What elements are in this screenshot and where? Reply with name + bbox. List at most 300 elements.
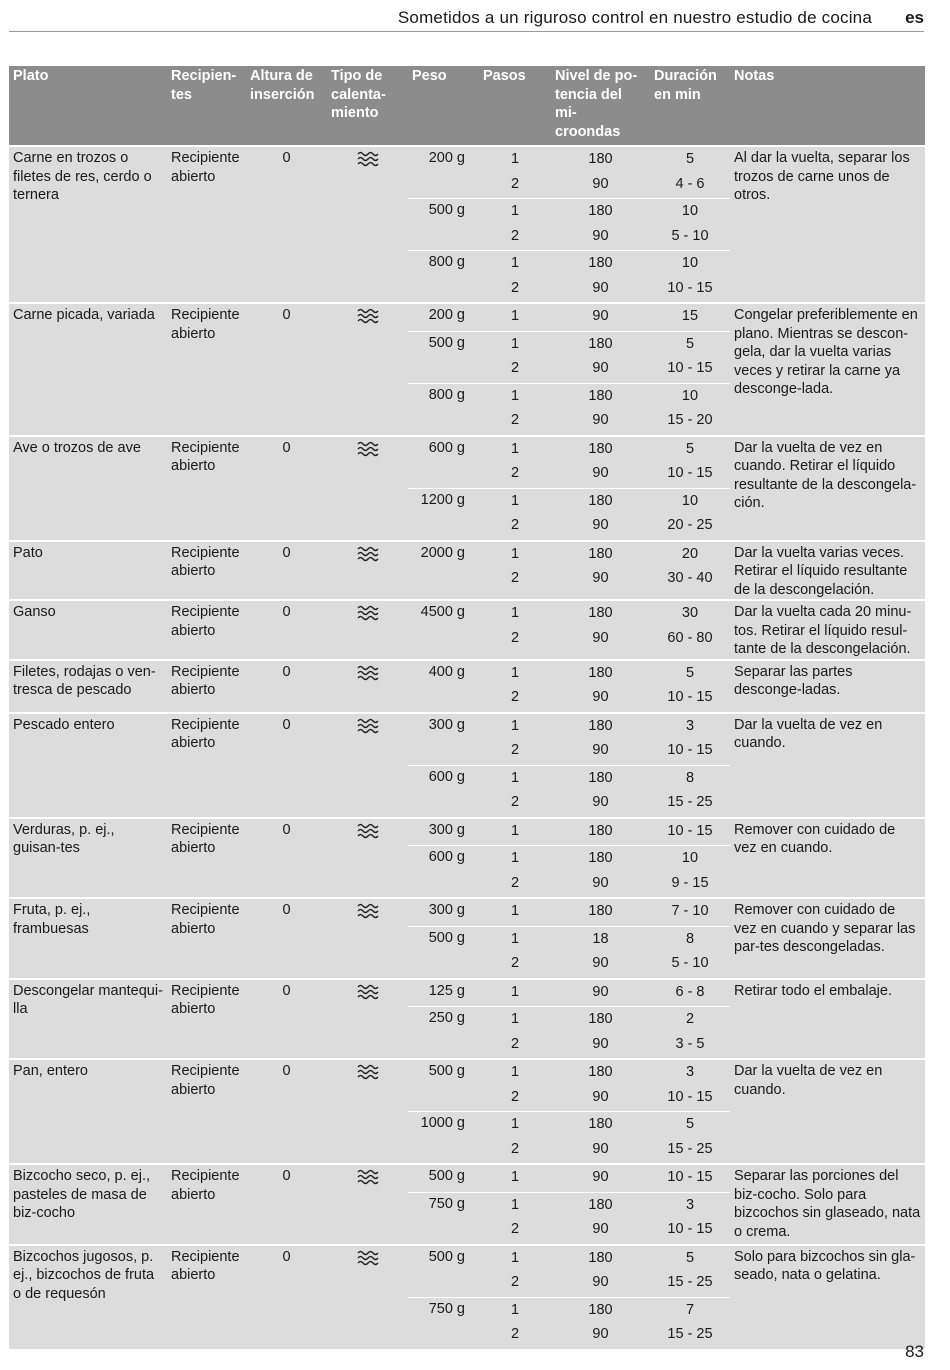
- steps-cell-value: 1: [510, 440, 520, 457]
- weight-cell: 750 g: [408, 1192, 479, 1245]
- insertion-level-cell: 0: [246, 660, 327, 713]
- insertion-level-cell: 0: [246, 146, 327, 303]
- weight-cell: 500 g: [408, 1164, 479, 1192]
- steps-cell: [479, 488, 551, 541]
- steps-cell: [479, 1164, 551, 1192]
- table-row: [9, 436, 925, 489]
- power-level-cell-value: 180: [588, 387, 613, 404]
- defrost-waves-icon: [357, 1169, 379, 1185]
- power-level-cell-value: 90: [592, 175, 609, 192]
- duration-cell: [650, 331, 730, 383]
- power-level-cell: [551, 383, 650, 436]
- duration-cell: [650, 926, 730, 979]
- power-level-cell-value: 180: [588, 769, 613, 786]
- weight-cell: 500 g: [408, 331, 479, 383]
- weight-cell: 500 g: [408, 1059, 479, 1112]
- insertion-level-cell: 0: [246, 713, 327, 818]
- heating-type-cell: [327, 436, 408, 541]
- power-level-cell: [551, 818, 650, 846]
- duration-cell-value: 10: [681, 387, 699, 404]
- defrost-table: [9, 66, 925, 1349]
- duration-cell-value: 3: [685, 1196, 695, 1213]
- duration-cell-value: 10 - 15: [667, 1221, 713, 1237]
- steps-cell-value: 2: [510, 1326, 520, 1342]
- dish-cell: Fruta, p. ej., frambuesas: [9, 898, 167, 979]
- notes-cell: Solo para bizcochos sin gla-seado, nata o gelatina.: [730, 1245, 925, 1349]
- duration-cell-value: 5: [685, 664, 695, 681]
- steps-cell-value: 1: [510, 387, 520, 404]
- power-level-cell-value: 90: [592, 570, 609, 586]
- container-cell: Recipiente abierto: [167, 713, 246, 818]
- power-level-cell-value: 90: [592, 279, 609, 296]
- dish-cell: Descongelar mantequi-lla: [9, 979, 167, 1060]
- steps-cell: [479, 846, 551, 899]
- notes-cell: Al dar la vuelta, separar los trozos de carne unos de otros.: [730, 146, 925, 303]
- steps-cell: [479, 331, 551, 383]
- weight-cell: 300 g: [408, 818, 479, 846]
- duration-cell-value: 15 - 25: [667, 1274, 713, 1290]
- power-level-cell-value: 90: [592, 412, 609, 428]
- duration-cell: [650, 1245, 730, 1298]
- duration-cell-value: 4 - 6: [675, 175, 705, 192]
- duration-cell-value: 10 - 15: [667, 360, 713, 376]
- duration-cell: [650, 251, 730, 304]
- duration-cell-value: 5: [685, 151, 695, 167]
- duration-cell-value: 60 - 80: [667, 629, 713, 646]
- duration-cell: [650, 1007, 730, 1060]
- notes-cell: Congelar preferiblemente en plano. Mientras se descon-gela, dar la vuelta varias veces y retirar la carne ya desconge-lada.: [730, 303, 925, 436]
- steps-cell-value: 1: [510, 1301, 520, 1318]
- dish-cell: Carne picada, variada: [9, 303, 167, 436]
- heating-type-cell: [327, 898, 408, 979]
- power-level-cell-value: 180: [588, 822, 613, 839]
- weight-cell: 500 g: [408, 1245, 479, 1298]
- steps-cell: [479, 383, 551, 436]
- insertion-level-cell: 0: [246, 898, 327, 979]
- power-level-cell-value: 90: [592, 227, 609, 244]
- duration-cell-value: 5: [685, 1249, 695, 1266]
- power-level-cell-value: 180: [588, 903, 613, 919]
- duration-cell-value: 5: [685, 1116, 695, 1132]
- duration-cell-value: 10: [681, 492, 699, 509]
- power-level-cell: [551, 303, 650, 331]
- duration-cell-value: 15 - 25: [667, 1140, 713, 1157]
- steps-cell: [479, 199, 551, 251]
- steps-cell-value: 1: [510, 903, 520, 919]
- power-level-cell-value: 90: [592, 983, 609, 1000]
- power-level-cell: [551, 1164, 650, 1192]
- power-level-cell-value: 90: [592, 1169, 609, 1185]
- weight-cell: 200 g: [408, 146, 479, 199]
- steps-cell: [479, 1192, 551, 1245]
- duration-cell-value: 15 - 25: [667, 794, 713, 810]
- power-level-cell-value: 90: [592, 517, 609, 533]
- steps-cell: [479, 1297, 551, 1349]
- weight-cell: 500 g: [408, 926, 479, 979]
- notes-cell: Dar la vuelta varias veces. Retirar el líquido resultante de la descongelación.: [730, 541, 925, 601]
- steps-cell-value: 1: [510, 850, 520, 866]
- duration-cell-value: 10 - 15: [667, 689, 713, 705]
- insertion-level-cell: 0: [246, 979, 327, 1060]
- duration-cell: [650, 383, 730, 436]
- weight-cell: 800 g: [408, 251, 479, 304]
- weight-cell: 4500 g: [408, 600, 479, 660]
- duration-cell-value: 10: [681, 255, 699, 271]
- power-level-cell: [551, 1059, 650, 1112]
- table-header: [9, 66, 925, 146]
- insertion-level-cell: 0: [246, 600, 327, 660]
- steps-cell: [479, 541, 551, 601]
- weight-cell: 2000 g: [408, 541, 479, 601]
- power-level-cell: [551, 331, 650, 383]
- power-level-cell-value: 180: [588, 1011, 613, 1027]
- steps-cell-value: 2: [510, 175, 520, 192]
- power-level-cell-value: 180: [588, 1196, 613, 1213]
- duration-cell-value: 5 - 10: [671, 227, 709, 244]
- insertion-level-cell: 0: [246, 1164, 327, 1245]
- duration-cell: [650, 303, 730, 331]
- heating-type-cell: [327, 1245, 408, 1349]
- notes-cell: Retirar todo el embalaje.: [730, 979, 925, 1060]
- steps-cell-value: 1: [510, 1011, 520, 1027]
- power-level-cell-value: 90: [592, 1088, 609, 1105]
- power-level-cell-value: 90: [592, 742, 609, 758]
- duration-cell-value: 9 - 15: [671, 874, 709, 891]
- table-row: [9, 979, 925, 1007]
- power-level-cell-value: 180: [588, 850, 613, 866]
- notes-cell: Dar la vuelta de vez en cuando. Retirar el líquido resultante de la descongela-ción.: [730, 436, 925, 541]
- column-header: Peso: [408, 66, 479, 146]
- dish-cell: Ganso: [9, 600, 167, 660]
- duration-cell: [650, 1059, 730, 1112]
- steps-cell-value: 2: [510, 1274, 520, 1290]
- defrost-table-wrap: [9, 66, 925, 1349]
- table-row: [9, 1164, 925, 1192]
- power-level-cell-value: 90: [592, 1274, 609, 1290]
- dish-cell: Verduras, p. ej., guisan-tes: [9, 818, 167, 899]
- header-title: Sometidos a un riguroso control en nuestro estudio de cocina: [397, 8, 872, 27]
- weight-cell: 600 g: [408, 436, 479, 489]
- duration-cell: [650, 846, 730, 899]
- power-level-cell-value: 90: [592, 794, 609, 810]
- weight-cell: 250 g: [408, 1007, 479, 1060]
- heating-type-cell: [327, 303, 408, 436]
- weight-cell: 125 g: [408, 979, 479, 1007]
- power-level-cell: [551, 979, 650, 1007]
- duration-cell: [650, 979, 730, 1007]
- power-level-cell-value: 90: [592, 1326, 609, 1342]
- duration-cell-value: 2: [685, 1011, 695, 1027]
- defrost-waves-icon: [357, 1064, 379, 1080]
- container-cell: Recipiente abierto: [167, 303, 246, 436]
- language-code: es: [905, 8, 924, 27]
- power-level-cell-value: 90: [592, 308, 609, 324]
- heating-type-cell: [327, 713, 408, 818]
- container-cell: Recipiente abierto: [167, 660, 246, 713]
- power-level-cell: [551, 436, 650, 489]
- power-level-cell-value: 180: [588, 1301, 613, 1318]
- heating-type-cell: [327, 818, 408, 899]
- weight-cell: 500 g: [408, 199, 479, 251]
- insertion-level-cell: 0: [246, 818, 327, 899]
- steps-cell: [479, 979, 551, 1007]
- container-cell: Recipiente abierto: [167, 979, 246, 1060]
- power-level-cell: [551, 1112, 650, 1165]
- dish-cell: Bizcocho seco, p. ej., pasteles de masa de biz-cocho: [9, 1164, 167, 1245]
- power-level-cell-value: 90: [592, 689, 609, 705]
- steps-cell-value: 1: [510, 930, 520, 947]
- steps-cell-value: 2: [510, 279, 520, 296]
- container-cell: Recipiente abierto: [167, 541, 246, 601]
- table-row: [9, 1059, 925, 1112]
- power-level-cell: [551, 1245, 650, 1298]
- defrost-waves-icon: [357, 665, 379, 681]
- dish-cell: Ave o trozos de ave: [9, 436, 167, 541]
- header-row: [9, 66, 925, 146]
- dish-cell: Filetes, rodajas o ven-tresca de pescado: [9, 660, 167, 713]
- container-cell: Recipiente abierto: [167, 1059, 246, 1164]
- steps-cell-value: 1: [510, 308, 520, 324]
- duration-cell: [650, 541, 730, 601]
- heating-type-cell: [327, 146, 408, 303]
- steps-cell: [479, 303, 551, 331]
- steps-cell-value: 2: [510, 874, 520, 891]
- heating-type-cell: [327, 1164, 408, 1245]
- duration-cell-value: 10 - 15: [667, 279, 713, 296]
- duration-cell-value: 8: [685, 930, 695, 947]
- defrost-waves-icon: [357, 605, 379, 621]
- weight-cell: 800 g: [408, 383, 479, 436]
- container-cell: Recipiente abierto: [167, 898, 246, 979]
- insertion-level-cell: 0: [246, 436, 327, 541]
- power-level-cell: [551, 765, 650, 818]
- header-rule: [9, 31, 924, 32]
- duration-cell: [650, 1297, 730, 1349]
- steps-cell-value: 1: [510, 605, 520, 621]
- duration-cell-value: 10 - 15: [667, 1169, 713, 1185]
- steps-cell: [479, 436, 551, 489]
- defrost-waves-icon: [357, 546, 379, 562]
- defrost-waves-icon: [357, 151, 379, 167]
- page-header: [0, 6, 950, 30]
- duration-cell-value: 3: [685, 717, 695, 734]
- steps-cell-value: 1: [510, 335, 520, 352]
- duration-cell: [650, 600, 730, 660]
- weight-cell: 600 g: [408, 765, 479, 818]
- column-header: Plato: [9, 66, 167, 146]
- dish-cell: Carne en trozos o filetes de res, cerdo o ternera: [9, 146, 167, 303]
- power-level-cell-value: 18: [592, 930, 609, 947]
- steps-cell: [479, 1245, 551, 1298]
- power-level-cell-value: 180: [588, 1249, 613, 1266]
- container-cell: Recipiente abierto: [167, 1164, 246, 1245]
- steps-cell-value: 2: [510, 1140, 520, 1157]
- duration-cell-value: 5: [685, 335, 695, 352]
- duration-cell: [650, 488, 730, 541]
- power-level-cell: [551, 199, 650, 251]
- heating-type-cell: [327, 541, 408, 601]
- steps-cell: [479, 926, 551, 979]
- notes-cell: Dar la vuelta de vez en cuando.: [730, 713, 925, 818]
- power-level-cell-value: 90: [592, 955, 609, 971]
- duration-cell-value: 3 - 5: [675, 1035, 705, 1052]
- insertion-level-cell: 0: [246, 1245, 327, 1349]
- dish-cell: Pescado entero: [9, 713, 167, 818]
- power-level-cell: [551, 488, 650, 541]
- weight-cell: 300 g: [408, 898, 479, 926]
- duration-cell-value: 15: [681, 308, 699, 324]
- table-row: [9, 713, 925, 766]
- notes-cell: Remover con cuidado de vez en cuando y separar las par-tes descongeladas.: [730, 898, 925, 979]
- table-row: [9, 146, 925, 199]
- power-level-cell: [551, 1297, 650, 1349]
- power-level-cell-value: 90: [592, 465, 609, 481]
- power-level-cell: [551, 251, 650, 304]
- container-cell: Recipiente abierto: [167, 1245, 246, 1349]
- defrost-waves-icon: [357, 984, 379, 1000]
- duration-cell-value: 5 - 10: [671, 955, 709, 971]
- container-cell: Recipiente abierto: [167, 600, 246, 660]
- container-cell: Recipiente abierto: [167, 146, 246, 303]
- page-number: 83: [905, 1342, 924, 1361]
- power-level-cell: [551, 541, 650, 601]
- table-row: [9, 600, 925, 660]
- steps-cell-value: 1: [510, 1249, 520, 1266]
- steps-cell: [479, 251, 551, 304]
- steps-cell-value: 1: [510, 255, 520, 271]
- column-header: Nivel de po- tencia del mi- croondas: [551, 66, 650, 146]
- duration-cell-value: 6 - 8: [675, 983, 705, 1000]
- steps-cell: [479, 898, 551, 926]
- table-row: [9, 1245, 925, 1298]
- power-level-cell-value: 180: [588, 440, 613, 457]
- dish-cell: Pato: [9, 541, 167, 601]
- steps-cell-value: 2: [510, 794, 520, 810]
- power-level-cell-value: 90: [592, 360, 609, 376]
- steps-cell-value: 2: [510, 227, 520, 244]
- dish-cell: Pan, entero: [9, 1059, 167, 1164]
- insertion-level-cell: 0: [246, 1059, 327, 1164]
- steps-cell-value: 2: [510, 629, 520, 646]
- heating-type-cell: [327, 979, 408, 1060]
- steps-cell-value: 2: [510, 1088, 520, 1105]
- steps-cell-value: 1: [510, 1196, 520, 1213]
- power-level-cell: [551, 846, 650, 899]
- steps-cell-value: 2: [510, 742, 520, 758]
- table-row: [9, 818, 925, 846]
- power-level-cell-value: 90: [592, 629, 609, 646]
- power-level-cell: [551, 926, 650, 979]
- power-level-cell-value: 180: [588, 1116, 613, 1132]
- duration-cell-value: 8: [685, 769, 695, 786]
- power-level-cell: [551, 146, 650, 199]
- duration-cell-value: 10: [681, 850, 699, 866]
- duration-cell-value: 10 - 15: [667, 465, 713, 481]
- container-cell: Recipiente abierto: [167, 818, 246, 899]
- table-row: [9, 303, 925, 331]
- duration-cell-value: 10 - 15: [667, 822, 713, 839]
- weight-cell: 1000 g: [408, 1112, 479, 1165]
- heating-type-cell: [327, 660, 408, 713]
- steps-cell-value: 2: [510, 1035, 520, 1052]
- steps-cell: [479, 1007, 551, 1060]
- duration-cell: [650, 1192, 730, 1245]
- notes-cell: Remover con cuidado de vez en cuando.: [730, 818, 925, 899]
- steps-cell-value: 1: [510, 1169, 520, 1185]
- weight-cell: 200 g: [408, 303, 479, 331]
- duration-cell: [650, 436, 730, 489]
- steps-cell: [479, 818, 551, 846]
- defrost-waves-icon: [357, 718, 379, 734]
- power-level-cell: [551, 1192, 650, 1245]
- weight-cell: 300 g: [408, 713, 479, 766]
- duration-cell: [650, 898, 730, 926]
- notes-cell: Separar las partes desconge-ladas.: [730, 660, 925, 713]
- notes-cell: Dar la vuelta de vez en cuando.: [730, 1059, 925, 1164]
- weight-cell: 750 g: [408, 1297, 479, 1349]
- duration-cell: [650, 660, 730, 713]
- power-level-cell-value: 180: [588, 151, 613, 167]
- defrost-waves-icon: [357, 1250, 379, 1266]
- steps-cell: [479, 146, 551, 199]
- power-level-cell-value: 90: [592, 1221, 609, 1237]
- power-level-cell-value: 90: [592, 1140, 609, 1157]
- duration-cell: [650, 1164, 730, 1192]
- power-level-cell-value: 90: [592, 1035, 609, 1052]
- steps-cell-value: 2: [510, 1221, 520, 1237]
- steps-cell-value: 1: [510, 492, 520, 509]
- power-level-cell-value: 180: [588, 203, 613, 219]
- heating-type-cell: [327, 600, 408, 660]
- steps-cell: [479, 660, 551, 713]
- defrost-waves-icon: [357, 441, 379, 457]
- steps-cell-value: 1: [510, 717, 520, 734]
- duration-cell-value: 10 - 15: [667, 1088, 713, 1105]
- steps-cell-value: 1: [510, 1116, 520, 1132]
- duration-cell-value: 10 - 15: [667, 742, 713, 758]
- duration-cell-value: 20: [681, 545, 699, 562]
- heating-type-cell: [327, 1059, 408, 1164]
- duration-cell: [650, 713, 730, 766]
- power-level-cell: [551, 713, 650, 766]
- steps-cell-value: 1: [510, 769, 520, 786]
- duration-cell-value: 15 - 25: [667, 1326, 713, 1342]
- duration-cell-value: 7: [685, 1301, 695, 1318]
- power-level-cell-value: 180: [588, 335, 613, 352]
- duration-cell: [650, 146, 730, 199]
- power-level-cell-value: 180: [588, 492, 613, 509]
- duration-cell-value: 30: [681, 605, 699, 621]
- container-cell: Recipiente abierto: [167, 436, 246, 541]
- notes-cell: Separar las porciones del biz-cocho. Solo para bizcochos sin glaseado, nata o crema.: [730, 1164, 925, 1245]
- steps-cell-value: 2: [510, 517, 520, 533]
- defrost-waves-icon: [357, 823, 379, 839]
- duration-cell-value: 3: [685, 1064, 695, 1080]
- weight-cell: 400 g: [408, 660, 479, 713]
- steps-cell-value: 1: [510, 151, 520, 167]
- steps-cell-value: 2: [510, 360, 520, 376]
- duration-cell: [650, 1112, 730, 1165]
- steps-cell-value: 1: [510, 203, 520, 219]
- insertion-level-cell: 0: [246, 541, 327, 601]
- weight-cell: 600 g: [408, 846, 479, 899]
- power-level-cell-value: 180: [588, 545, 613, 562]
- power-level-cell: [551, 660, 650, 713]
- steps-cell: [479, 1059, 551, 1112]
- notes-cell: Dar la vuelta cada 20 minu-tos. Retirar el líquido resul-tante de la descongelación.: [730, 600, 925, 660]
- duration-cell: [650, 199, 730, 251]
- table-row: [9, 541, 925, 601]
